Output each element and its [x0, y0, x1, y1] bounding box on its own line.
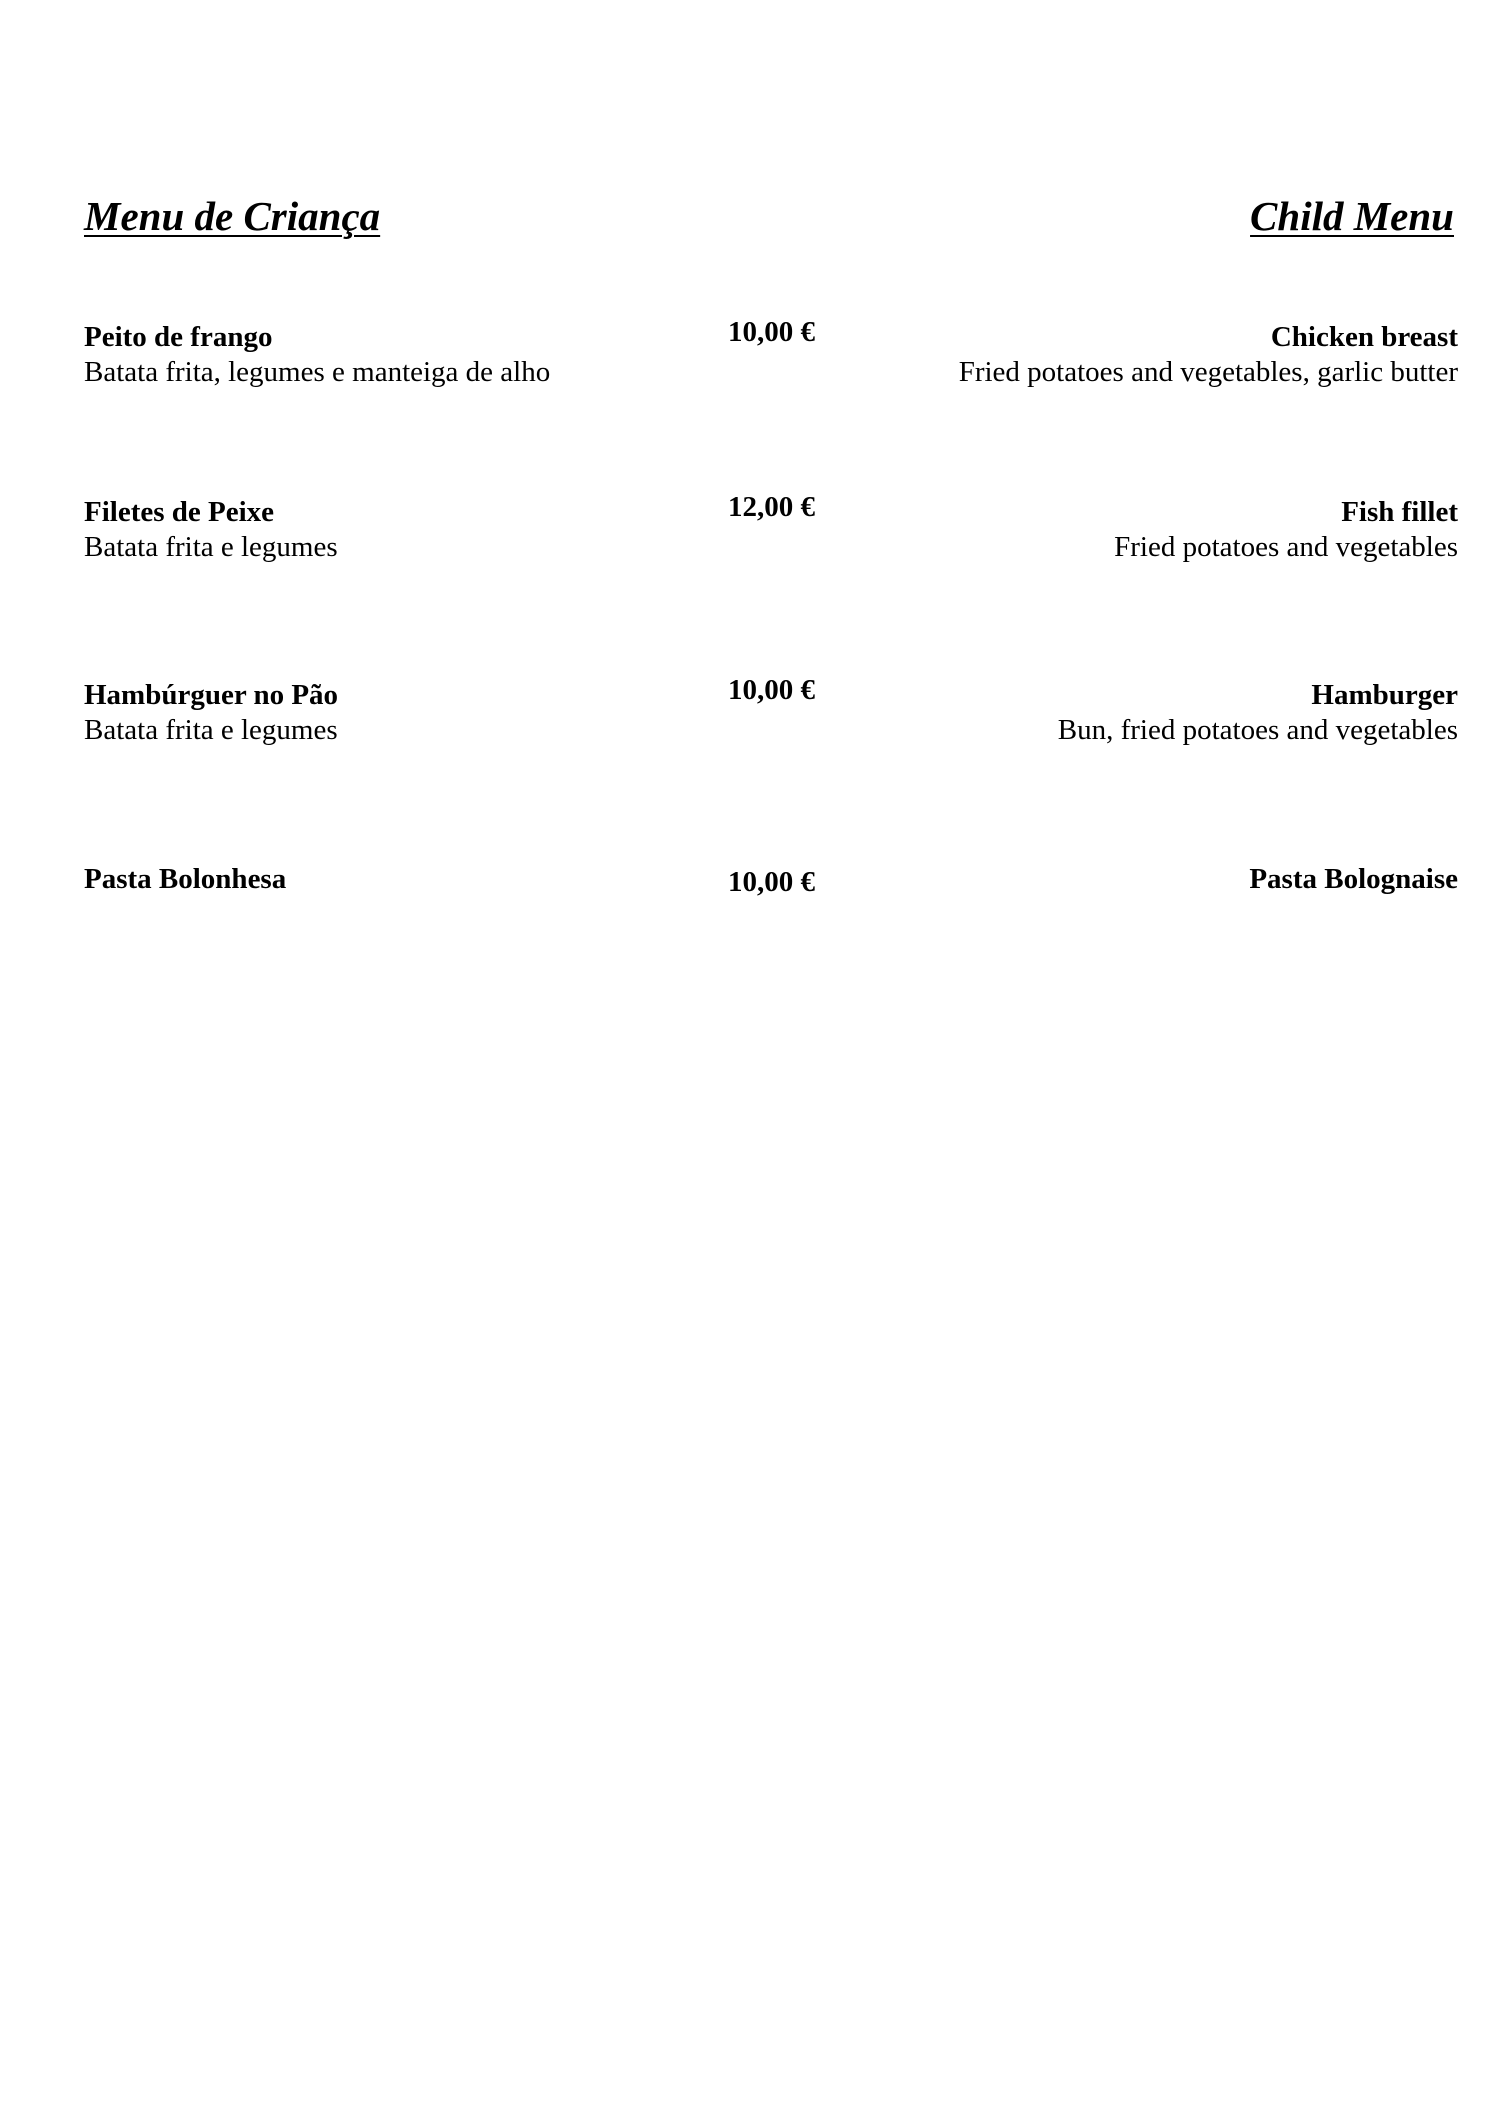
menu-item-english	[1058, 678, 1458, 748]
menu-item-portuguese	[84, 495, 338, 565]
item-description-english: Bun, fried potatoes and vegetables	[1057, 714, 1458, 746]
menu-item-portuguese	[84, 862, 286, 897]
page-title-portuguese: Menu de Criança	[84, 193, 381, 239]
menu-item	[0, 316, 1500, 400]
menu-item-portuguese	[84, 320, 550, 390]
item-price: 10,00 €	[728, 866, 815, 898]
menu-item-english	[1114, 495, 1458, 565]
item-name-portuguese: Peito de frango	[84, 321, 273, 353]
item-price: 10,00 €	[728, 316, 815, 348]
item-name-english: Fish fillet	[1341, 496, 1458, 528]
item-name-english: Hamburger	[1311, 679, 1458, 711]
item-description-english: Fried potatoes and vegetables	[1114, 531, 1458, 563]
item-name-portuguese: Hambúrguer no Pão	[84, 679, 339, 711]
menu-item-english	[959, 320, 1458, 390]
menu-item	[0, 674, 1500, 758]
menu-item	[0, 862, 1500, 942]
item-price: 10,00 €	[728, 674, 815, 706]
item-name-portuguese: Pasta Bolonhesa	[84, 863, 287, 895]
menu-item-english	[1249, 862, 1458, 897]
item-name-english: Pasta Bolognaise	[1249, 863, 1458, 895]
item-name-english: Chicken breast	[1270, 321, 1458, 353]
menu-item	[0, 491, 1500, 575]
item-price: 12,00 €	[728, 491, 815, 523]
item-description-portuguese: Batata frita e legumes	[84, 714, 338, 746]
item-description-portuguese: Batata frita e legumes	[84, 531, 338, 563]
menu-item-portuguese	[84, 678, 338, 748]
page-title-english: Child Menu	[1250, 193, 1454, 239]
item-description-english: Fried potatoes and vegetables, garlic butter	[958, 356, 1458, 388]
item-name-portuguese: Filetes de Peixe	[84, 496, 275, 528]
item-description-portuguese: Batata frita, legumes e manteiga de alho	[84, 356, 551, 388]
